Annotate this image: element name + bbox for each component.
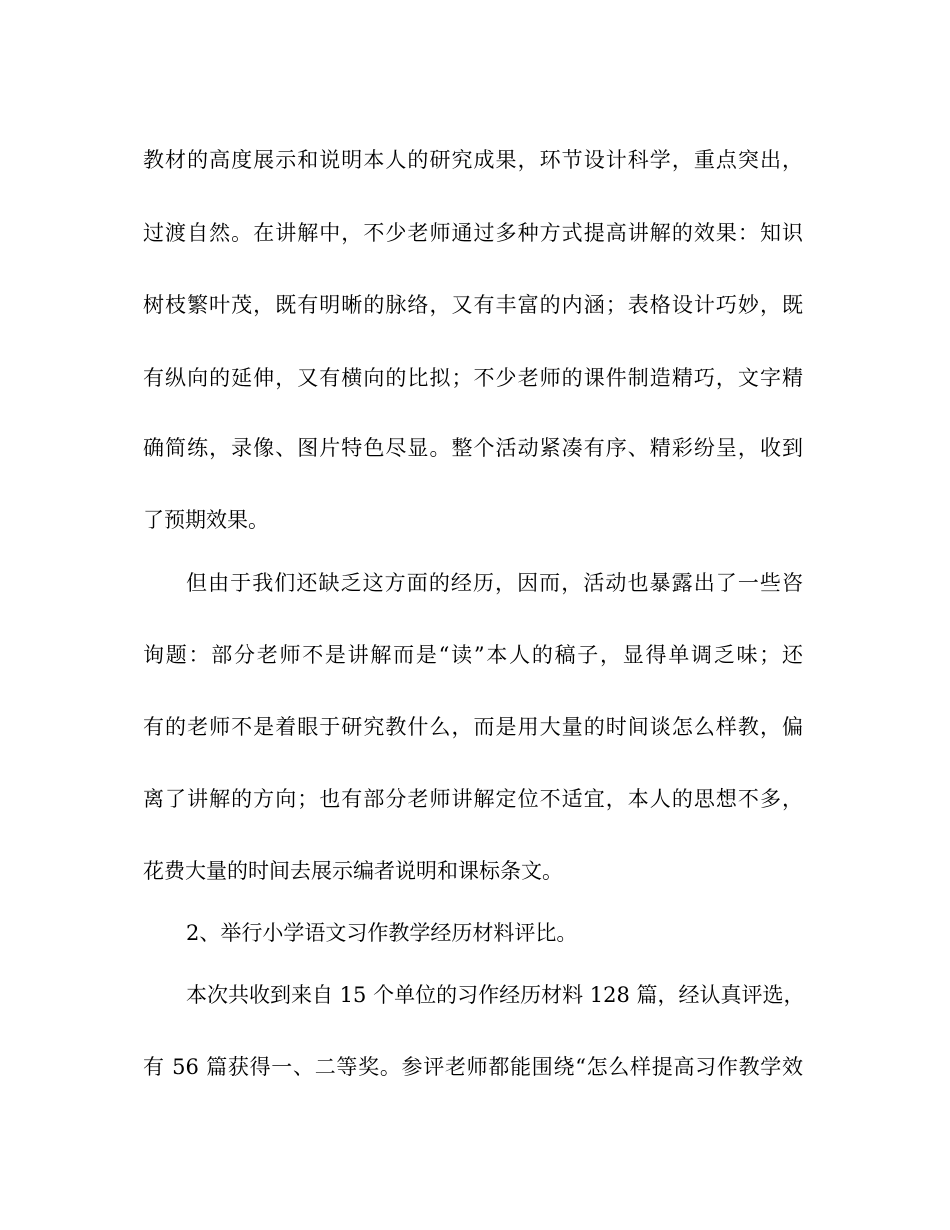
- text-line: 离了讲解的方向；也有部分老师讲解定位不适宜，本人的思想不多，: [143, 787, 803, 811]
- text-line: 有的老师不是着眼于研究教什么，而是用大量的时间谈怎么样教，偏: [143, 715, 803, 739]
- text-line: 有纵向的延伸，又有横向的比拟；不少老师的课件制造精巧，文字精: [143, 366, 803, 390]
- text-line: 了预期效果。: [143, 508, 269, 532]
- text-line: 确简练，录像、图片特色尽显。整个活动紧凑有序、精彩纷呈，收到: [143, 436, 803, 460]
- text-line: 但由于我们还缺乏这方面的经历，因而，活动也暴露出了一些咨: [186, 571, 803, 595]
- text-line: 花费大量的时间去展示编者说明和课标条文。: [143, 859, 563, 883]
- text-line: 2、举行小学语文习作教学经历材料评比。: [186, 921, 578, 945]
- text-line: 本次共收到来自 15 个单位的习作经历材料 128 篇，经认真评选，: [186, 983, 805, 1007]
- text-line: 教材的高度展示和说明本人的研究成果，环节设计科学，重点突出，: [143, 148, 803, 172]
- text-line: 询题：部分老师不是讲解而是“读”本人的稿子，显得单调乏味；还: [143, 643, 803, 667]
- text-line: 有 56 篇获得一、二等奖。参评老师都能围绕“怎么样提高习作教学效: [143, 1055, 803, 1079]
- text-line: 树枝繁叶茂，既有明晰的脉络，又有丰富的内涵；表格设计巧妙，既: [143, 293, 803, 317]
- text-line: 过渡自然。在讲解中，不少老师通过多种方式提高讲解的效果：知识: [143, 221, 803, 245]
